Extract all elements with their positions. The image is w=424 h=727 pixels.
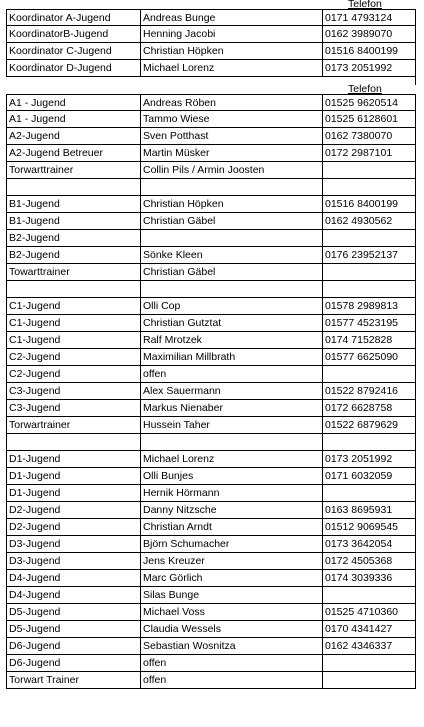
table-row (0, 536, 424, 553)
table-row (0, 162, 424, 179)
phone-cell: 0172 2987101 (322, 145, 416, 162)
team-cell: C1-Jugend (6, 332, 140, 349)
team-cell: Koordinator A-Jugend (6, 9, 140, 26)
name-cell: offen (140, 672, 322, 689)
phone-cell (322, 672, 416, 689)
name-cell: Ralf Mrotzek (140, 332, 322, 349)
name-cell: Hussein Taher (140, 417, 322, 434)
team-cell: D6-Jugend (6, 638, 140, 655)
name-cell: Collin Pils / Armin Joosten (140, 162, 322, 179)
name-cell (140, 281, 322, 298)
phone-column-header: Telefon (348, 83, 382, 95)
team-cell: A2-Jugend Betreuer (6, 145, 140, 162)
phone-cell: 0162 4930562 (322, 213, 416, 230)
team-cell: Koordinator C-Jugend (6, 43, 140, 60)
phone-cell: 0162 3989070 (322, 26, 416, 43)
table-row (0, 298, 424, 315)
team-cell: D2-Jugend (6, 502, 140, 519)
table-row (0, 383, 424, 400)
table-row (0, 621, 424, 638)
table-row (0, 604, 424, 621)
table-row (0, 43, 424, 60)
table-row (0, 349, 424, 366)
table-row (0, 332, 424, 349)
phone-cell: 01577 6625090 (322, 349, 416, 366)
name-cell: Christian Gutztat (140, 315, 322, 332)
name-cell: Hernik Hörmann (140, 485, 322, 502)
spacer-row (0, 179, 424, 196)
team-cell: D1-Jugend (6, 451, 140, 468)
phone-column-header: Telefon (348, 0, 382, 10)
team-table (0, 94, 424, 689)
table-row (0, 417, 424, 434)
team-cell: C3-Jugend (6, 383, 140, 400)
phone-cell: 0174 7152828 (322, 332, 416, 349)
table-row (0, 94, 424, 111)
team-cell: D2-Jugend (6, 519, 140, 536)
table-row (0, 366, 424, 383)
phone-cell: 01516 8400199 (322, 196, 416, 213)
team-cell: C1-Jugend (6, 298, 140, 315)
phone-cell: 01522 6879629 (322, 417, 416, 434)
name-cell: Christian Gäbel (140, 213, 322, 230)
name-cell: Christian Arndt (140, 519, 322, 536)
table-row (0, 468, 424, 485)
table-row (0, 400, 424, 417)
header-row (0, 0, 424, 9)
team-cell: C3-Jugend (6, 400, 140, 417)
team-cell: A1 - Jugend (6, 111, 140, 128)
phone-cell: 01522 8792416 (322, 383, 416, 400)
team-cell: Torwartrainer (6, 417, 140, 434)
name-cell: offen (140, 366, 322, 383)
phone-cell: 0174 3039336 (322, 570, 416, 587)
name-cell: Michael Lorenz (140, 60, 322, 77)
team-cell: Torwart Trainer (6, 672, 140, 689)
table-row (0, 553, 424, 570)
phone-cell: 01512 9069545 (322, 519, 416, 536)
table-row (0, 9, 424, 26)
team-cell: D3-Jugend (6, 536, 140, 553)
table-row (0, 655, 424, 672)
team-cell: C2-Jugend (6, 349, 140, 366)
table-row (0, 247, 424, 264)
name-cell: Claudia Wessels (140, 621, 322, 638)
name-cell (140, 434, 322, 451)
header-row (0, 85, 424, 94)
name-cell: Sönke Kleen (140, 247, 322, 264)
phone-cell (322, 281, 416, 298)
phone-cell: 0162 4346337 (322, 638, 416, 655)
phone-cell (322, 162, 416, 179)
phone-cell (322, 366, 416, 383)
name-cell: Alex Sauermann (140, 383, 322, 400)
phone-cell (322, 434, 416, 451)
name-cell: Christian Höpken (140, 196, 322, 213)
name-cell: Sven Potthast (140, 128, 322, 145)
table-row (0, 213, 424, 230)
spacer-row (0, 434, 424, 451)
table-row (0, 502, 424, 519)
name-cell (140, 230, 322, 247)
table-row (0, 451, 424, 468)
phone-cell: 0162 7380070 (322, 128, 416, 145)
phone-cell: 0171 4793124 (322, 9, 416, 26)
phone-cell (322, 264, 416, 281)
name-cell: Michael Voss (140, 604, 322, 621)
name-cell: Michael Lorenz (140, 451, 322, 468)
table-row (0, 638, 424, 655)
team-cell: KoordinatorB-Jugend (6, 26, 140, 43)
table-row (0, 196, 424, 213)
name-cell (140, 179, 322, 196)
table-row (0, 145, 424, 162)
table-row (0, 315, 424, 332)
table-row (0, 60, 424, 77)
name-cell: Silas Bunge (140, 587, 322, 604)
team-cell: Towarttrainer (6, 264, 140, 281)
team-cell: D5-Jugend (6, 604, 140, 621)
team-cell (6, 434, 140, 451)
name-cell: Maximilian Millbrath (140, 349, 322, 366)
phone-cell: 01525 4710360 (322, 604, 416, 621)
phone-cell: 0173 2051992 (322, 60, 416, 77)
table-row (0, 230, 424, 247)
table-row (0, 26, 424, 43)
table-row (0, 587, 424, 604)
team-cell (6, 281, 140, 298)
name-cell: Martin Müsker (140, 145, 322, 162)
team-cell: Koordinator D-Jugend (6, 60, 140, 77)
name-cell: Marc Görlich (140, 570, 322, 587)
phone-cell: 01525 6128601 (322, 111, 416, 128)
team-cell: B1-Jugend (6, 196, 140, 213)
phone-cell (322, 230, 416, 247)
phone-cell: 0172 6628758 (322, 400, 416, 417)
team-cell: B1-Jugend (6, 213, 140, 230)
phone-cell: 01516 8400199 (322, 43, 416, 60)
team-cell: D1-Jugend (6, 485, 140, 502)
table-row (0, 111, 424, 128)
team-cell: C2-Jugend (6, 366, 140, 383)
team-cell: A2-Jugend (6, 128, 140, 145)
name-cell: Danny Nitzsche (140, 502, 322, 519)
phone-cell (322, 587, 416, 604)
phone-cell: 0172 4505368 (322, 553, 416, 570)
name-cell: Andreas Bunge (140, 9, 322, 26)
team-cell: B2-Jugend (6, 247, 140, 264)
team-cell: B2-Jugend (6, 230, 140, 247)
phone-cell: 0173 2051992 (322, 451, 416, 468)
coordinator-table (0, 9, 424, 77)
team-cell: Torwarttrainer (6, 162, 140, 179)
phone-cell (322, 655, 416, 672)
name-cell: Christian Gäbel (140, 264, 322, 281)
table-row (0, 485, 424, 502)
phone-cell: 0170 4341427 (322, 621, 416, 638)
phone-cell: 0171 6032059 (322, 468, 416, 485)
phone-cell: 0163 8695931 (322, 502, 416, 519)
name-cell: offen (140, 655, 322, 672)
team-cell (6, 179, 140, 196)
phone-cell: 01525 9620514 (322, 94, 416, 111)
table-row (0, 128, 424, 145)
name-cell: Sebastian Wosnitza (140, 638, 322, 655)
name-cell: Markus Nienaber (140, 400, 322, 417)
table-row (0, 570, 424, 587)
team-cell: D6-Jugend (6, 655, 140, 672)
name-cell: Christian Höpken (140, 43, 322, 60)
team-cell: A1 - Jugend (6, 94, 140, 111)
spacer-row (0, 281, 424, 298)
name-cell: Jens Kreuzer (140, 553, 322, 570)
table-row (0, 672, 424, 689)
team-cell: D5-Jugend (6, 621, 140, 638)
name-cell: Tammo Wiese (140, 111, 322, 128)
phone-cell: 0173 3642054 (322, 536, 416, 553)
name-cell: Henning Jacobi (140, 26, 322, 43)
name-cell: Olli Bunjes (140, 468, 322, 485)
phone-cell: 0176 23952137 (322, 247, 416, 264)
name-cell: Olli Cop (140, 298, 322, 315)
table-row (0, 264, 424, 281)
name-cell: Björn Schumacher (140, 536, 322, 553)
name-cell: Andreas Röben (140, 94, 322, 111)
phone-cell (322, 179, 416, 196)
team-cell: D4-Jugend (6, 570, 140, 587)
phone-cell: 01577 4523195 (322, 315, 416, 332)
table-row (0, 519, 424, 536)
phone-cell: 01578 2989813 (322, 298, 416, 315)
team-cell: D4-Jugend (6, 587, 140, 604)
team-cell: D1-Jugend (6, 468, 140, 485)
phone-cell (322, 485, 416, 502)
team-cell: C1-Jugend (6, 315, 140, 332)
team-cell: D3-Jugend (6, 553, 140, 570)
